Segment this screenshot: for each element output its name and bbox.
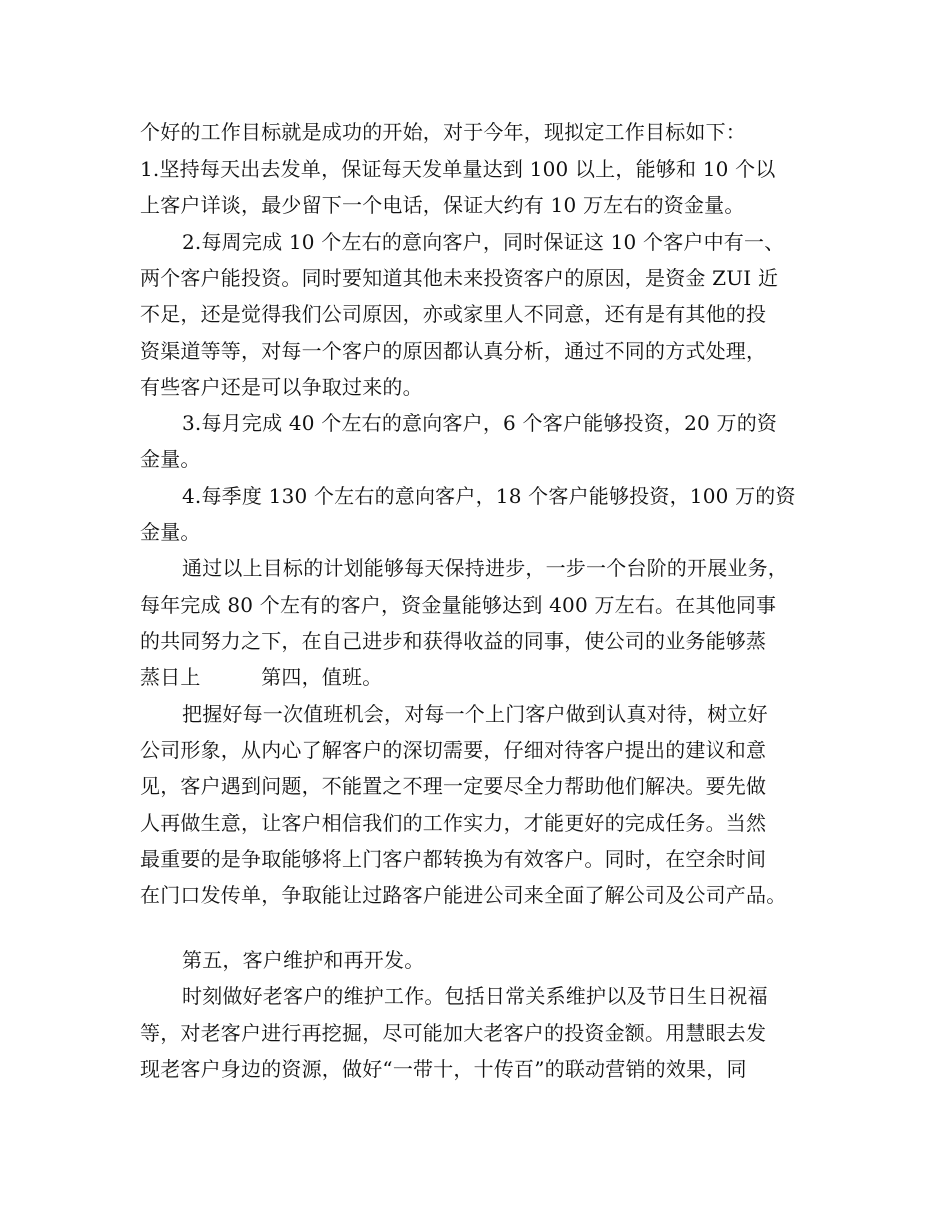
text-line: 金量。 (140, 447, 201, 471)
text-line: 在门口发传单，争取能让过路客户能进公司来全面了解公司及公司产品。 (140, 883, 787, 907)
text-line: 的共同努力之下，在自己进步和获得收益的同事，使公司的业务能够蒸 (140, 629, 767, 653)
text-line: 1.坚持每天出去发单，保证每天发单量达到 100 以上，能够和 10 个以 (140, 157, 776, 181)
text-line: 资渠道等等，对每一个客户的原因都认真分析，通过不同的方式处理， (140, 339, 767, 363)
text-line: 不足，还是觉得我们公司原因，亦或家里人不同意，还有是有其他的投 (140, 302, 767, 326)
text-line: 现老客户身边的资源，做好“一带十，十传百”的联动营销的效果，同 (140, 1057, 747, 1081)
text-line: 个好的工作目标就是成功的开始，对于今年，现拟定工作目标如下： (140, 120, 746, 144)
text-line: 通过以上目标的计划能够每天保持进步，一步一个台阶的开展业务， (182, 556, 788, 580)
text-line: 3.每月完成 40 个左右的意向客户，6 个客户能够投资，20 万的资 (182, 411, 778, 435)
text-line: 金量。 (140, 520, 201, 544)
text-line: 等，对老客户进行再挖掘，尽可能加大老客户的投资金额。用慧眼去发 (140, 1021, 767, 1045)
text-line: 2.每周完成 10 个左右的意向客户，同时保证这 10 个客户中有一、 (182, 230, 785, 254)
text-line: 公司形象，从内心了解客户的深切需要，仔细对待客户提出的建议和意 (140, 738, 767, 762)
text-line: 上客户详谈，最少留下一个电话，保证大约有 10 万左右的资金量。 (140, 193, 745, 217)
text-line: 4.每季度 130 个左右的意向客户，18 个客户能够投资，100 万的资 (182, 484, 796, 508)
text-line: 人再做生意，让客户相信我们的工作实力，才能更好的完成任务。当然 (140, 811, 767, 835)
text-line: 把握好每一次值班机会，对每一个上门客户做到认真对待，树立好 (182, 702, 768, 726)
text-line: 时刻做好老客户的维护工作。包括日常关系维护以及节日生日祝福 (182, 984, 768, 1008)
text-line: 每年完成 80 个左有的客户，资金量能够达到 400 万左右。在其他同事 (140, 593, 777, 617)
section-heading: 第五，客户维护和再开发。 (182, 948, 425, 972)
text-line: 见，客户遇到问题，不能置之不理一定要尽全力帮助他们解决。要先做 (140, 774, 767, 798)
text-line: 两个客户能投资。同时要知道其他未来投资客户的原因，是资金 ZUI 近 (140, 266, 779, 290)
text-line: 最重要的是争取能够将上门客户都转换为有效客户。同时，在空余时间 (140, 847, 767, 871)
text-line: 有些客户还是可以争取过来的。 (140, 375, 423, 399)
text-line: 蒸日上 第四，值班。 (140, 665, 383, 689)
